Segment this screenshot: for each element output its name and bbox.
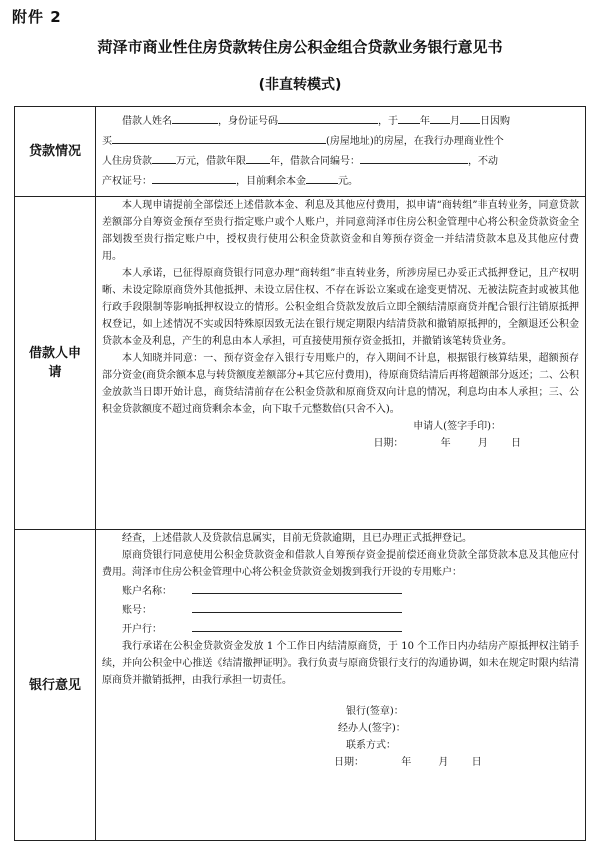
loan-section-label [15, 107, 96, 197]
property-cert-field[interactable] [152, 171, 236, 184]
applicant-label-line2: 请 [48, 365, 62, 380]
applicant-date-day: 日 [511, 438, 521, 449]
applicant-section-row [15, 197, 586, 530]
applicant-label-line1: 借款人申 [28, 346, 81, 361]
applicant-paragraph-1: 本人现申请提前全部偿还上述借款本金、利息及其他应付费用，拟申请“商转组”非直转业务，同意贷款差额部分自筹资金预存至贵行指定账户或个人账户，并同意菏泽市住房公积金管理中心将公积金贷款资金全部划拨至贵行指定账户中，授权贵行使用公积金贷款资金和自筹预存资金一并结清贷款本息及其他应付费用。 [102, 200, 579, 262]
loan-term-field[interactable] [246, 151, 270, 164]
id-number-label: ，身份证号码 [218, 116, 278, 127]
opening-bank-row [102, 619, 579, 638]
account-name-row [102, 581, 579, 600]
borrower-name-label: 借款人姓名 [122, 116, 172, 127]
loan-amount-field[interactable] [152, 151, 176, 164]
month-label: 月 [450, 116, 460, 127]
applicant-section-label [15, 197, 96, 530]
loan-label-text: 贷款情况 [28, 144, 81, 159]
bank-seal[interactable]: 银行(签章)： [346, 706, 404, 717]
loan-section-content [96, 107, 586, 197]
property-address-label: (房屋地址)的房屋，在我行办理商业性个 [326, 136, 504, 147]
applicant-date[interactable] [102, 435, 579, 452]
bank-date-month: 月 [438, 757, 449, 768]
applicant-signature-label: 申请人(签字手印)： [413, 421, 501, 432]
purchase-label: 买 [102, 136, 112, 147]
applicant-date-label: 日期： [373, 438, 404, 449]
remaining-principal-label: ，目前剩余本金 [236, 176, 306, 187]
bank-handler[interactable]: 经办人(签字)： [338, 723, 406, 734]
id-number-field[interactable] [278, 111, 378, 124]
property-cert-label: 产权证号： [102, 176, 152, 187]
loan-line-3 [102, 151, 579, 171]
opinion-form-table [14, 106, 586, 841]
account-number-row [102, 600, 579, 619]
remaining-principal-field[interactable] [306, 171, 338, 184]
bank-section-label [15, 530, 96, 841]
opening-bank-label: 开户行： [122, 624, 162, 635]
bank-signature-block [102, 703, 579, 771]
contract-no-field[interactable] [360, 151, 468, 164]
loan-line-4 [102, 171, 579, 191]
bank-label-text: 银行意见 [28, 677, 81, 693]
contract-no-label: 年，借款合同编号： [270, 156, 360, 167]
bank-date-label: 日期： [334, 757, 364, 768]
account-name-label: 账户名称： [122, 586, 172, 597]
account-name-field[interactable] [192, 581, 402, 594]
loan-year-field[interactable] [398, 111, 420, 124]
day-label: 日因购 [480, 116, 510, 127]
attachment-label: 附件 2 [12, 8, 62, 26]
loan-day-field[interactable] [460, 111, 480, 124]
loan-term-label: 万元，借款年限 [176, 156, 246, 167]
document-subtitle: (非直转模式) [258, 77, 342, 93]
bank-section-row [15, 530, 586, 841]
loan-line-1 [102, 111, 579, 131]
applicant-signature[interactable] [102, 418, 579, 435]
loan-amount-label: 人住房贷款 [102, 156, 152, 167]
applicant-paragraph-3: 本人知晓并同意：一、预存资金存入银行专用账户的，存入期间不计息，根据银行核算结果，超额预存部分资金(商贷余额本息与转贷额度差额部分+其它应付费用)，待原商贷结清后再将超额部分返还；二、公积金放款当日即开始计息，商贷结清前存在公积金贷款和原商贷双向计息的情况，利息均由本人承担；三、公积金贷款额度不超过商贷剩余本金，向下取千元整数倍(只舍不入)。 [102, 353, 579, 415]
applicant-date-month: 月 [477, 438, 488, 449]
opening-bank-field[interactable] [192, 619, 402, 632]
loan-section-row [15, 107, 586, 197]
document-title: 菏泽市商业性住房贷款转住房公积金组合贷款业务银行意见书 [97, 38, 503, 56]
account-number-label: 账号： [122, 605, 152, 616]
applicant-section-content [96, 197, 586, 530]
account-number-field[interactable] [192, 600, 402, 613]
applicant-paragraph-2: 本人承诺，已征得原商贷银行同意办理“商转组”非直转业务，所涉房屋已办妥正式抵押登记，且产权明晰、未设定除原商贷外其他抵押、未设立居住权、不存在诉讼立案或在途变更情况、无被法院查封或被其他行政手段限制等影响抵押权设立的情形。公积金组合贷款发放后立即全额结清原商贷并配合银行注销原抵押权登记，如上述情况不实或因特殊原因致无法在银行规定期限内结清贷款和撤销原抵押的，全额退还公积金贷款本金及利息，产生的利息由本人承担，可直接使用预存资金抵扣，并撤销该笔转贷业务。 [102, 268, 579, 347]
bank-paragraph-1: 经查，上述借款人及贷款信息属实，目前无贷款逾期，且已办理正式抵押登记。 [122, 533, 472, 544]
bank-contact[interactable]: 联系方式： [346, 740, 396, 751]
yuan-label: 元。 [338, 176, 358, 187]
loan-line-2 [102, 131, 579, 151]
year-label: 年 [420, 116, 430, 127]
bank-paragraph-2: 原商贷银行同意使用公积金贷款资金和借款人自筹预存资金提前偿还商业贷款全部贷款本息及其他应付费用。菏泽市住房公积金管理中心将公积金贷款资金划拨到我行开设的专用账户： [102, 550, 579, 578]
property-address-field[interactable] [112, 131, 326, 144]
bank-date[interactable] [334, 754, 579, 771]
borrower-name-field[interactable] [172, 111, 218, 124]
property-cert-prefix: ，不动 [468, 156, 498, 167]
bank-date-day: 日 [471, 757, 482, 768]
loan-month-field[interactable] [430, 111, 450, 124]
applicant-date-year: 年 [440, 438, 451, 449]
bank-paragraph-3: 我行承诺在公积金贷款资金发放 1 个工作日内结清原商贷，于 10 个工作日内办结房产原抵押权注销手续，并向公积金中心推送《结清撤押证明》。我行负责与原商贷银行支行的沟通协调，如未在规定时限内结清原商贷并撤销抵押，由我行承担一切责任。 [102, 641, 579, 686]
date-prefix-label: ，于 [378, 116, 398, 127]
bank-section-content [96, 530, 586, 841]
bank-date-year: 年 [401, 757, 412, 768]
